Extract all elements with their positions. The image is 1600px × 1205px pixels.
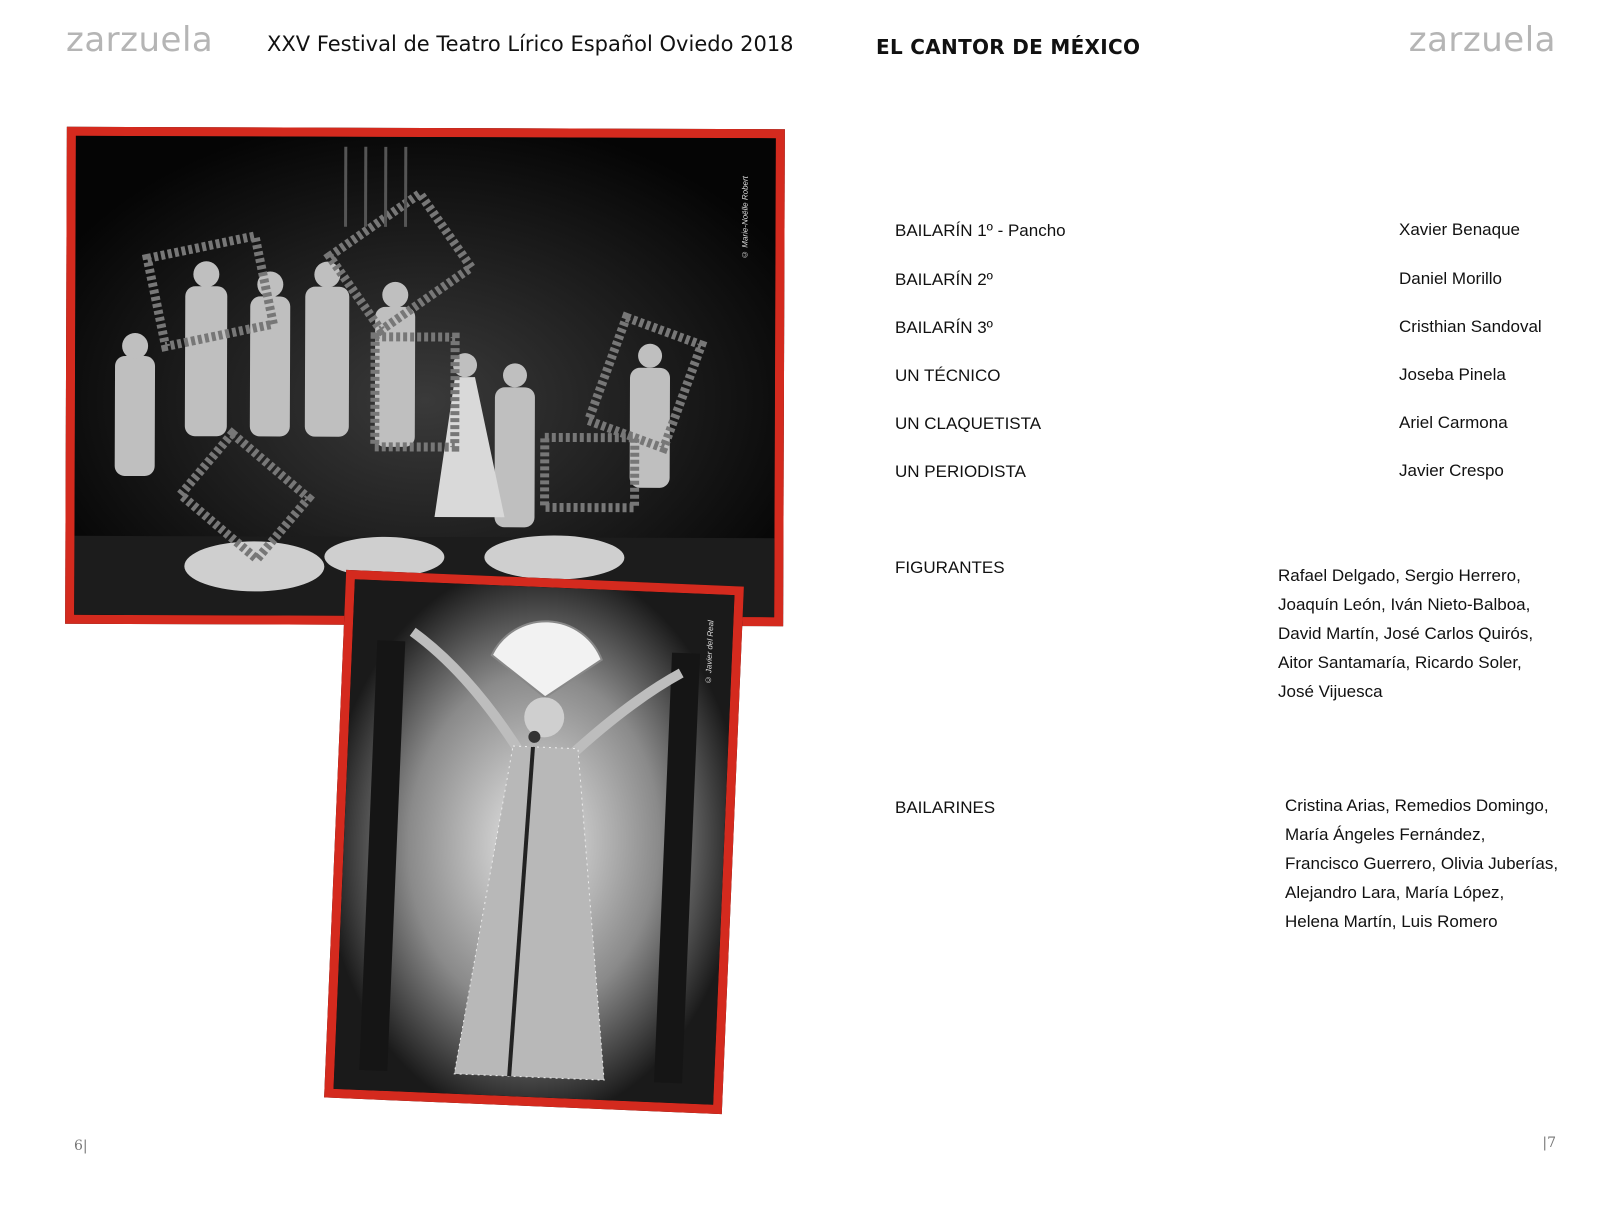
- photo-credit-bottom: © Javier del Real: [703, 620, 716, 685]
- figurantes-line: Joaquín León, Iván Nieto-Balboa,: [1278, 595, 1531, 614]
- stage-photo-singer: [324, 570, 744, 1114]
- figurantes-label: FIGURANTES: [895, 558, 1005, 577]
- cast-role: UN PERIODISTA: [895, 462, 1026, 481]
- photo-credit-top: © Marie-Noëlle Robert: [740, 176, 750, 259]
- festival-title: XXV Festival de Teatro Lírico Español Oviedo 2018: [267, 32, 794, 56]
- bailarines-names: [1285, 791, 1558, 936]
- figurantes-names: [1278, 561, 1533, 706]
- stage-photo-dancers: [65, 127, 785, 627]
- show-title: EL CANTOR DE MÉXICO: [876, 35, 1141, 59]
- figurantes-line: David Martín, José Carlos Quirós,: [1278, 624, 1534, 643]
- cast-role: UN CLAQUETISTA: [895, 414, 1042, 433]
- page-number-left: 6|: [74, 1138, 88, 1154]
- singer-image: [333, 579, 734, 1104]
- figurantes-line: José Vijuesca: [1278, 682, 1383, 701]
- cast-role: BAILARÍN 3º: [895, 318, 993, 337]
- bailarines-line: María Ángeles Fernández,: [1285, 825, 1486, 844]
- figurantes-line: Aitor Santamaría, Ricardo Soler,: [1278, 653, 1522, 672]
- cast-role: BAILARÍN 1º - Pancho: [895, 221, 1066, 240]
- cast-actor: Javier Crespo: [1399, 461, 1504, 480]
- cast-actor: Daniel Morillo: [1399, 269, 1502, 288]
- cast-actor: Joseba Pinela: [1399, 365, 1506, 384]
- bailarines-line: Cristina Arias, Remedios Domingo,: [1285, 796, 1549, 815]
- cast-actor: Ariel Carmona: [1399, 413, 1508, 432]
- bailarines-line: Francisco Guerrero, Olivia Juberías,: [1285, 854, 1559, 873]
- bailarines-label: BAILARINES: [895, 798, 996, 817]
- cast-role: BAILARÍN 2º: [895, 270, 993, 289]
- cast-role: UN TÉCNICO: [895, 366, 1001, 385]
- stage-scene-image: [74, 136, 776, 617]
- cast-actor: Cristhian Sandoval: [1399, 317, 1542, 336]
- bailarines-line: Alejandro Lara, María López,: [1285, 883, 1505, 902]
- page-number-right: |7: [1542, 1135, 1556, 1151]
- bailarines-line: Helena Martín, Luis Romero: [1285, 912, 1498, 931]
- figurantes-line: Rafael Delgado, Sergio Herrero,: [1278, 566, 1521, 585]
- zarzuela-logo-left: zarzuela: [66, 20, 214, 60]
- zarzuela-logo-right: zarzuela: [1408, 20, 1556, 60]
- cast-actor: Xavier Benaque: [1399, 220, 1520, 239]
